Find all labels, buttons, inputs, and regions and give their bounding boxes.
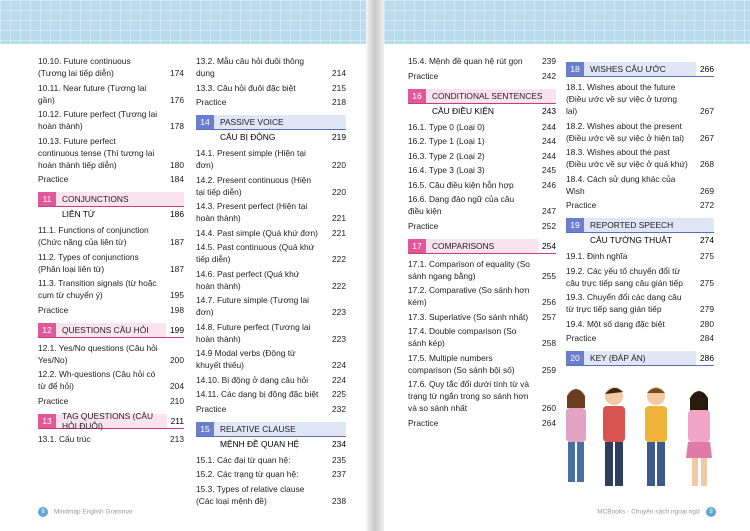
entry-page: 195 [170,290,184,300]
entry-page: 198 [170,304,184,315]
entry-page: 280 [700,318,714,329]
entry-page: 221 [332,213,346,223]
entry-page: 258 [542,338,556,348]
toc-entry [408,135,556,147]
toc-column-left-1 [38,55,184,447]
toc-entry [196,347,346,371]
entry-page: 257 [542,311,556,322]
entry-page: 247 [542,206,556,216]
toc-entry [38,251,184,275]
entry-title: 17.4. Double comparison (So sánh kép) [408,326,517,348]
practice-entry [566,199,714,211]
entry-page: 272 [700,200,714,210]
entry-page: 184 [170,174,184,184]
students-illustration [554,378,724,496]
entry-title: 13.2. Mẫu câu hỏi đuôi thông dụng [196,56,305,78]
entry-page: 275 [700,277,714,288]
chapter-title: CONJUNCTIONS [56,192,184,206]
entry-title: 14.2. Present continuous (Hiện tại tiếp diễn) [196,174,311,197]
toc-entry [566,120,714,144]
footer-text: Mindmap English Grammar [53,508,133,516]
chapter-page: 286 [696,351,714,365]
toc-entry [38,224,184,248]
entry-title: 14.6. Past perfect (Quá khứ hoàn thành) [196,268,300,291]
entry-title: 19.2. Các yếu tố chuyển đổi từ câu trực tiếp sang câu gián tiếp [566,265,683,288]
practice-entry [196,96,346,108]
entry-page: 220 [332,160,346,170]
chapter-subtitle-row [408,105,556,117]
toc-entry [196,388,346,400]
chapter-number: 17 [408,239,426,253]
chapter-page: 219 [332,132,346,142]
entry-title: 18.2. Wishes about the present (Điều ước về sự việc ở hiện tại) [566,120,685,143]
entry-page: 242 [542,70,556,81]
entry-page: 244 [542,121,556,132]
entry-page: 267 [700,132,714,143]
entry-page: 260 [542,403,556,413]
chapter-number: 15 [196,422,214,436]
entry-page: 239 [542,56,556,66]
entry-page: 245 [542,165,556,175]
toc-entry [408,311,556,323]
toc-entry [38,433,184,445]
chapter-band [566,218,714,233]
entry-page: 284 [700,333,714,343]
toc-entry [38,55,184,79]
entry-page: 279 [700,304,714,314]
entry-page: 238 [332,495,346,506]
toc-entry [196,294,346,318]
chapter-title: RELATIVE CLAUSE [214,422,346,436]
entry-page: 221 [332,227,346,238]
chapter-number: 20 [566,351,584,365]
toc-entry [38,342,184,366]
entry-page: 275 [700,251,714,261]
entry-title: 16.5. Câu điều kiện hỗn hợp [408,179,514,190]
chapter-band [566,62,714,77]
entry-title: 19.3. Chuyển đổi các dạng câu từ trực tiếp sang gián tiếp [566,292,682,314]
entry-page: 255 [542,270,556,281]
entry-title: 14.11. Các dạng bị động đặc biệt [196,389,319,399]
entry-title: 15.1. Các đại từ quan hệ: [196,454,291,465]
entry-page: 256 [542,297,556,307]
entry-title: 15.2. Các trạng từ quan hệ: [196,469,299,479]
entry-title: Practice [196,97,227,107]
chapter-heading [38,192,184,220]
chapter-band [196,115,346,130]
entry-page: 178 [170,121,184,131]
chapter-number: 14 [196,115,214,129]
entry-title: 14.8. Future perfect (Tương lai hoàn thành) [196,321,311,344]
toc-entry [566,291,714,315]
entry-title: 14.10. Bị động ở dạng câu hỏi [196,374,309,385]
chapter-subtitle-row [566,234,714,246]
page-number: 9 [706,507,716,517]
student-1 [566,389,586,482]
toc-entry [566,318,714,330]
entry-title: 19.1. Định nghĩa [566,251,628,261]
chapter-page: 274 [700,235,714,245]
right-page [384,0,750,531]
chapter-page: 186 [170,209,184,219]
toc-entry [196,227,346,239]
entry-title: 15.3. Types of relative clause (Các loại mệnh đề) [196,483,305,506]
toc-entry [196,147,346,171]
entry-page: 244 [542,136,556,146]
entry-title: 17.6. Quy tắc đổi dưới tính từ và trạng từ ngắn trong so sánh hơn và so sánh nhất [408,379,529,413]
entry-page: 223 [332,307,346,317]
chapter-title: QUESTIONS CÂU HỎI [56,323,166,337]
toc-entry [196,454,346,466]
toc-entry [38,135,184,171]
entry-title: 11.1. Functions of conjunction (Chức năng của liên từ) [38,225,149,247]
chapter-band [38,410,184,431]
chapter-band [38,192,184,207]
toc-entry [408,164,556,176]
toc-entry [566,173,714,197]
chapter-band [408,239,556,254]
chapter-heading [566,62,714,77]
entry-title: Practice [566,200,597,210]
toc-column-left-2 [196,55,346,509]
chapter-heading [566,351,714,366]
chapter-subtitle: CÂU ĐIỀU KIỆN [432,105,494,116]
practice-entry [408,70,556,82]
entry-page: 252 [542,220,556,231]
entry-title: 18.1. Wishes about the future (Điều ước về sự việc ở tương lai) [566,82,678,116]
toc-entry [408,193,556,217]
entry-title: Practice [38,174,69,184]
entry-page: 269 [700,185,714,196]
chapter-title: WISHES CÂU ƯỚC [584,62,696,76]
entry-page: 187 [170,237,184,247]
chapter-title: KEY (ĐÁP ÁN) [584,351,696,365]
chapter-subtitle: CÂU TƯỜNG THUẬT [590,235,672,245]
entry-title: 14.7. Future simple (Tương lai đơn) [196,295,310,317]
entry-title: 12.2. Wh-questions (Câu hỏi có từ để hỏi) [38,369,156,391]
practice-entry [38,395,184,407]
entry-page: 246 [542,179,556,190]
chapter-band [408,89,556,104]
practice-entry [408,417,556,429]
chapter-page: 211 [167,414,184,428]
chapter-heading [566,218,714,246]
entry-page: 237 [332,469,346,479]
footer-text: MCBooks - Chuyên sách ngoại ngữ [597,508,701,516]
entry-title: 18.3. Wishes about the past (Điều ước về sự việc ở quá khứ) [566,147,688,169]
chapter-heading [408,89,556,117]
toc-entry [408,179,556,191]
entry-page: 214 [332,68,346,78]
chapter-number: 19 [566,218,584,232]
student-4 [686,391,712,486]
entry-page: 222 [332,280,346,291]
practice-entry [566,332,714,344]
toc-entry [196,200,346,224]
toc-entry [196,82,346,94]
entry-page: 244 [542,150,556,161]
toc-entry [196,241,346,265]
entry-title: 16.6. Dạng đảo ngữ của câu điều kiện [408,194,515,216]
entry-title: Practice [408,220,439,231]
entry-title: 14.3. Present perfect (Hiện tại hoàn thành) [196,201,308,223]
chapter-title: REPORTED SPEECH [584,218,714,232]
chapter-heading [196,422,346,450]
entry-title: Practice [566,333,597,343]
chapter-number: 11 [38,192,56,206]
entry-page: 187 [170,263,184,274]
entry-title: Practice [196,403,227,414]
entry-page: 200 [170,354,184,365]
entry-page: 220 [332,186,346,197]
entry-page: 215 [332,82,346,93]
student-2 [603,387,625,486]
toc-entry [408,284,556,308]
chapter-subtitle-row [196,131,346,143]
toc-column-right-1 [408,55,556,431]
chapter-band [196,422,346,437]
toc-entry [196,268,346,292]
toc-entry [196,468,346,480]
entry-title: 13.1. Cấu trúc [38,433,91,444]
entry-page: 213 [170,433,184,444]
chapter-number: 16 [408,89,426,103]
entry-page: 235 [332,454,346,465]
student-3 [645,387,667,486]
chapter-subtitle: CÂU BỊ ĐỘNG [220,132,276,142]
entry-page: 222 [332,254,346,264]
practice-entry [38,173,184,185]
entry-title: Practice [38,304,69,315]
header-grid [384,0,750,44]
toc-entry [196,483,346,507]
toc-entry [196,55,346,79]
entry-title: 10.11. Near future (Tương lai gần) [38,82,147,105]
entry-page: 264 [542,417,556,428]
footer-right [597,507,716,517]
toc-entry [566,81,714,117]
chapter-number: 18 [566,62,584,76]
practice-entry [196,403,346,415]
entry-page: 232 [332,403,346,414]
toc-entry [408,352,556,376]
chapter-band [566,351,714,366]
toc-entry [196,174,346,198]
entry-page: 174 [170,68,184,78]
entry-title: 17.2. Comparative (So sánh hơn kém) [408,285,530,307]
entry-page: 223 [332,333,346,344]
chapter-heading [408,239,556,254]
entry-title: 16.2. Type 1 (Loại 1) [408,136,485,146]
book-spine [366,0,384,531]
toc-entry [196,321,346,345]
entry-title: Practice [408,70,439,81]
toc-entry [38,108,184,132]
toc-entry [408,258,556,282]
entry-title: 18.4. Cách sử dụng khác của Wish [566,173,676,196]
entry-title: 13.3. Câu hỏi đuôi đặc biệt [196,82,296,93]
entry-title: 15.4. Mệnh đề quan hệ rút gọn [408,56,523,66]
chapter-band [38,323,184,338]
toc-entry [196,374,346,386]
chapter-subtitle: MỆNH ĐỀ QUAN HỆ [220,438,300,449]
entry-page: 224 [332,360,346,370]
header-grid [0,0,366,44]
chapter-heading [38,410,184,431]
entry-title: 12.1. Yes/No questions (Câu hỏi Yes/No) [38,342,158,365]
entry-title: 11.3. Transition signals (từ hoặc cụm từ chuyển ý) [38,278,157,300]
toc-entry [566,250,714,262]
chapter-page: 243 [542,105,556,116]
entry-title: Practice [38,395,69,406]
toc-column-right-2 [566,55,714,370]
chapter-title: COMPARISONS [426,239,538,253]
entry-title: 17.1. Comparison of equality (So sánh ngang bằng) [408,258,530,281]
chapter-page: 266 [696,62,714,76]
chapter-number: 13 [38,414,56,428]
entry-title: 14.9 Modal verbs (Động từ khuyết thiếu) [196,348,296,370]
left-page [0,0,366,531]
entry-page: 225 [332,389,346,399]
toc-entry [566,265,714,289]
entry-title: 19.4. Một số dạng đặc biệt [566,318,665,329]
entry-title: 14.1. Present simple (Hiện tại đơn) [196,148,306,170]
chapter-subtitle: LIÊN TỪ [62,209,96,219]
entry-title: 10.10. Future continuous (Tương lai tiếp diễn) [38,56,131,78]
entry-title: 16.4. Type 3 (Loại 3) [408,165,485,175]
chapter-page: 199 [166,323,184,337]
toc-entry [38,82,184,106]
entry-title: 16.3. Type 2 (Loại 2) [408,150,485,161]
chapter-subtitle-row [38,208,184,220]
chapter-number: 12 [38,323,56,337]
entry-title: 10.13. Future perfect continuous tense (Thì tương lai hoàn thành tiếp diễn) [38,135,155,170]
entry-page: 176 [170,94,184,105]
chapter-title: PASSIVE VOICE [214,115,346,129]
toc-entry [408,150,556,162]
practice-entry [38,304,184,316]
entry-page: 268 [700,159,714,169]
entry-page: 259 [542,364,556,375]
entry-title: 10.12. Future perfect (Tương lai hoàn thành) [38,109,158,131]
toc-entry [38,277,184,301]
toc-entry [566,146,714,170]
chapter-heading [38,323,184,338]
entry-page: 224 [332,374,346,385]
chapter-page: 234 [332,438,346,449]
entry-page: 204 [170,381,184,391]
practice-entry [408,220,556,232]
toc-entry [408,55,556,67]
chapter-page: 254 [538,239,556,253]
chapter-title: CONDITIONAL SENTENCES [426,89,556,103]
toc-entry [38,368,184,392]
entry-title: 16.1. Type 0 (Loại 0) [408,121,485,132]
entry-title: 17.3. Superlative (So sánh nhất) [408,311,529,322]
entry-title: 14.4. Past simple (Quá khứ đơn) [196,227,318,238]
chapter-title: TAG QUESTIONS (CÂU HỎI ĐUÔI) [56,414,167,428]
toc-entry [408,325,556,349]
entry-title: 17.5. Multiple numbers comparison (So sánh bội số) [408,352,515,375]
toc-entry [408,121,556,133]
entry-page: 267 [700,106,714,116]
entry-title: 14.5. Past continuous (Quá khứ tiếp diễn) [196,242,315,264]
toc-entry [408,378,556,414]
chapter-subtitle-row [196,438,346,450]
entry-page: 210 [170,395,184,406]
entry-page: 218 [332,97,346,107]
footer-left [38,507,133,517]
entry-title: 11.2. Types of conjunctions (Phân loại liên từ) [38,251,139,274]
entry-title: Practice [408,417,439,428]
page-number: 8 [38,507,48,517]
entry-page: 180 [170,159,184,170]
chapter-heading [196,115,346,143]
